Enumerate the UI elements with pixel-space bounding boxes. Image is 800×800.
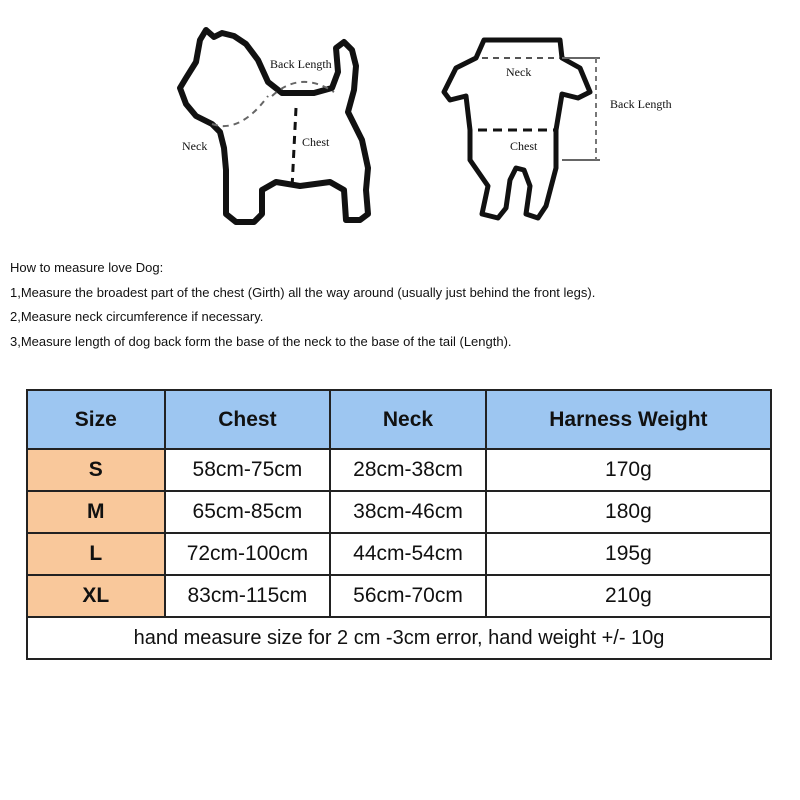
- size-cell: M: [27, 491, 165, 533]
- chest-guide: [292, 108, 296, 188]
- size-cell: S: [27, 449, 165, 491]
- header-neck: Neck: [330, 390, 486, 449]
- table-footnote: hand measure size for 2 cm -3cm error, hand weight +/- 10g: [27, 617, 771, 659]
- table-row: [27, 491, 771, 533]
- instruction-step-2: 2,Measure neck circumference if necessary.: [10, 309, 264, 324]
- header-chest: Chest: [165, 390, 331, 449]
- neck-cell: 56cm-70cm: [330, 575, 486, 617]
- neck-cell: 44cm-54cm: [330, 533, 486, 575]
- front-chest-label: Chest: [510, 139, 538, 153]
- header-size: Size: [27, 390, 165, 449]
- table-row: [27, 575, 771, 617]
- instructions-heading: How to measure love Dog:: [10, 260, 164, 275]
- measure-instructions: [10, 256, 595, 354]
- chest-cell: 58cm-75cm: [165, 449, 331, 491]
- header-harness-weight: Harness Weight: [486, 390, 771, 449]
- size-cell: XL: [27, 575, 165, 617]
- dog-front-view: [444, 40, 672, 218]
- neck-cell: 28cm-38cm: [330, 449, 486, 491]
- size-chart-table: [26, 389, 772, 660]
- front-neck-label: Neck: [506, 65, 532, 79]
- chest-cell: 83cm-115cm: [165, 575, 331, 617]
- table-row: [27, 533, 771, 575]
- neck-cell: 38cm-46cm: [330, 491, 486, 533]
- weight-cell: 180g: [486, 491, 771, 533]
- table-footnote-row: [27, 617, 771, 659]
- table-header-row: [27, 390, 771, 449]
- dog-side-view: [180, 30, 368, 222]
- instruction-step-1: 1,Measure the broadest part of the chest (Girth) all the way around (usually just behind the front legs).: [10, 284, 596, 300]
- side-chest-label: Chest: [302, 135, 330, 149]
- side-back-length-label: Back Length: [270, 57, 332, 71]
- weight-cell: 170g: [486, 449, 771, 491]
- side-neck-label: Neck: [182, 139, 208, 153]
- weight-cell: 210g: [486, 575, 771, 617]
- chest-cell: 72cm-100cm: [165, 533, 331, 575]
- front-back-length-label: Back Length: [610, 97, 672, 111]
- chest-cell: 65cm-85cm: [165, 491, 331, 533]
- measurement-diagram: [0, 0, 800, 250]
- instruction-step-3: 3,Measure length of dog back form the base of the neck to the base of the tail (Length).: [10, 333, 512, 349]
- size-cell: L: [27, 533, 165, 575]
- table-row: [27, 449, 771, 491]
- neck-guide: [212, 96, 268, 126]
- weight-cell: 195g: [486, 533, 771, 575]
